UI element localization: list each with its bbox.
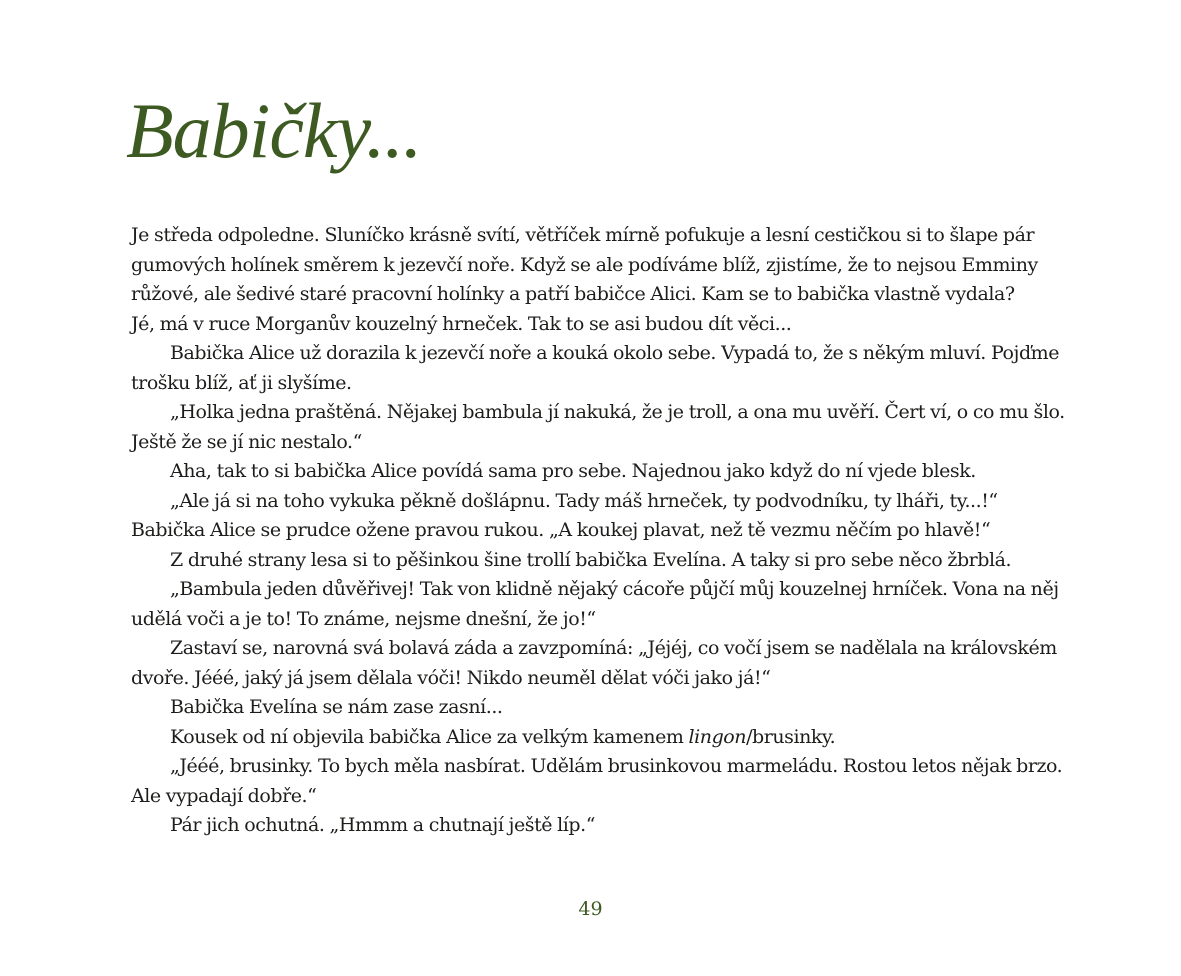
text-line: gumových holínek směrem k jezevčí noře. Když se ale podíváme blíž, zjistíme, že to nejsou Emminy bbox=[131, 253, 1038, 276]
text-line: „Jééé, brusinky. To bych měla nasbírat. Udělám brusinkovou marmeládu. Rostou letos nějak brzo. bbox=[170, 755, 1063, 777]
text-line: Babička Evelína se nám zase zasní... bbox=[170, 696, 503, 718]
text-line: Aha, tak to si babička Alice povídá sama pro sebe. Najednou jako když do ní vjede blesk. bbox=[170, 460, 976, 482]
text-line: Babička Alice už dorazila k jezevčí noře a kouká okolo sebe. Vypadá to, že s někým mluví. Pojďme bbox=[170, 342, 1060, 364]
text-line: „Ale já si na toho vykuka pěkně došlápnu. Tady máš hrneček, ty podvodníku, ty lháři, ty...!“ bbox=[170, 489, 998, 512]
text-segment: Kousek od ní objevila babička Alice za velkým kamenem bbox=[170, 725, 689, 748]
text-line: Jé, má v ruce Morganův kouzelný hrneček. Tak to se asi budou dít věci... bbox=[131, 312, 792, 335]
text-line: Ale vypadají dobře.“ bbox=[131, 784, 317, 807]
body-text bbox=[131, 221, 1065, 841]
text-line: Zastaví se, narovná svá bolavá záda a zavzpomíná: „Jéjéj, co vočí jsem se nadělala na královském bbox=[170, 637, 1057, 659]
page-number: 49 bbox=[578, 898, 603, 920]
text-line: Ještě že se jí nic nestalo.“ bbox=[131, 430, 362, 453]
text-segment: /brusinky. bbox=[746, 725, 836, 748]
text-line bbox=[131, 723, 1053, 753]
text-line: udělá voči a je to! To známe, nejsme dnešní, že jo!“ bbox=[131, 607, 596, 630]
italic-word: lingon bbox=[688, 725, 747, 748]
text-line: „Bambula jeden důvěřivej! Tak von klidně nějaký cácoře půjčí můj kouzelnej hrníček. Vona na něj bbox=[170, 578, 1059, 600]
text-line: růžové, ale šedivé staré pracovní holínky a patří babičce Alici. Kam se to babička vlastně vydala? bbox=[131, 283, 1015, 305]
text-line: trošku blíž, ať ji slyšíme. bbox=[131, 371, 352, 394]
text-line: Pár jich ochutná. „Hmmm a chutnají ještě líp.“ bbox=[170, 814, 595, 836]
text-line: „Holka jedna praštěná. Nějakej bambula jí nakuká, že je troll, a ona mu uvěří. Čert ví, o co mu šlo. bbox=[170, 401, 1065, 423]
text-line: Je středa odpoledne. Sluníčko krásně svítí, větříček mírně pofukuje a lesní cestičkou si to šlape pár bbox=[131, 224, 1035, 246]
text-line: dvoře. Jééé, jaký já jsem dělala vóči! Nikdo neuměl dělat vóči jako já!“ bbox=[131, 666, 771, 689]
text-line: Z druhé strany lesa si to pěšinkou šine trollí babička Evelína. A taky si pro sebe něco žbrblá. bbox=[170, 548, 1012, 571]
chapter-title: Babičky... bbox=[126, 87, 422, 174]
text-line: Babička Alice se prudce ožene pravou rukou. „A koukej plavat, než tě vezmu něčím po hlavě!“ bbox=[131, 519, 991, 541]
